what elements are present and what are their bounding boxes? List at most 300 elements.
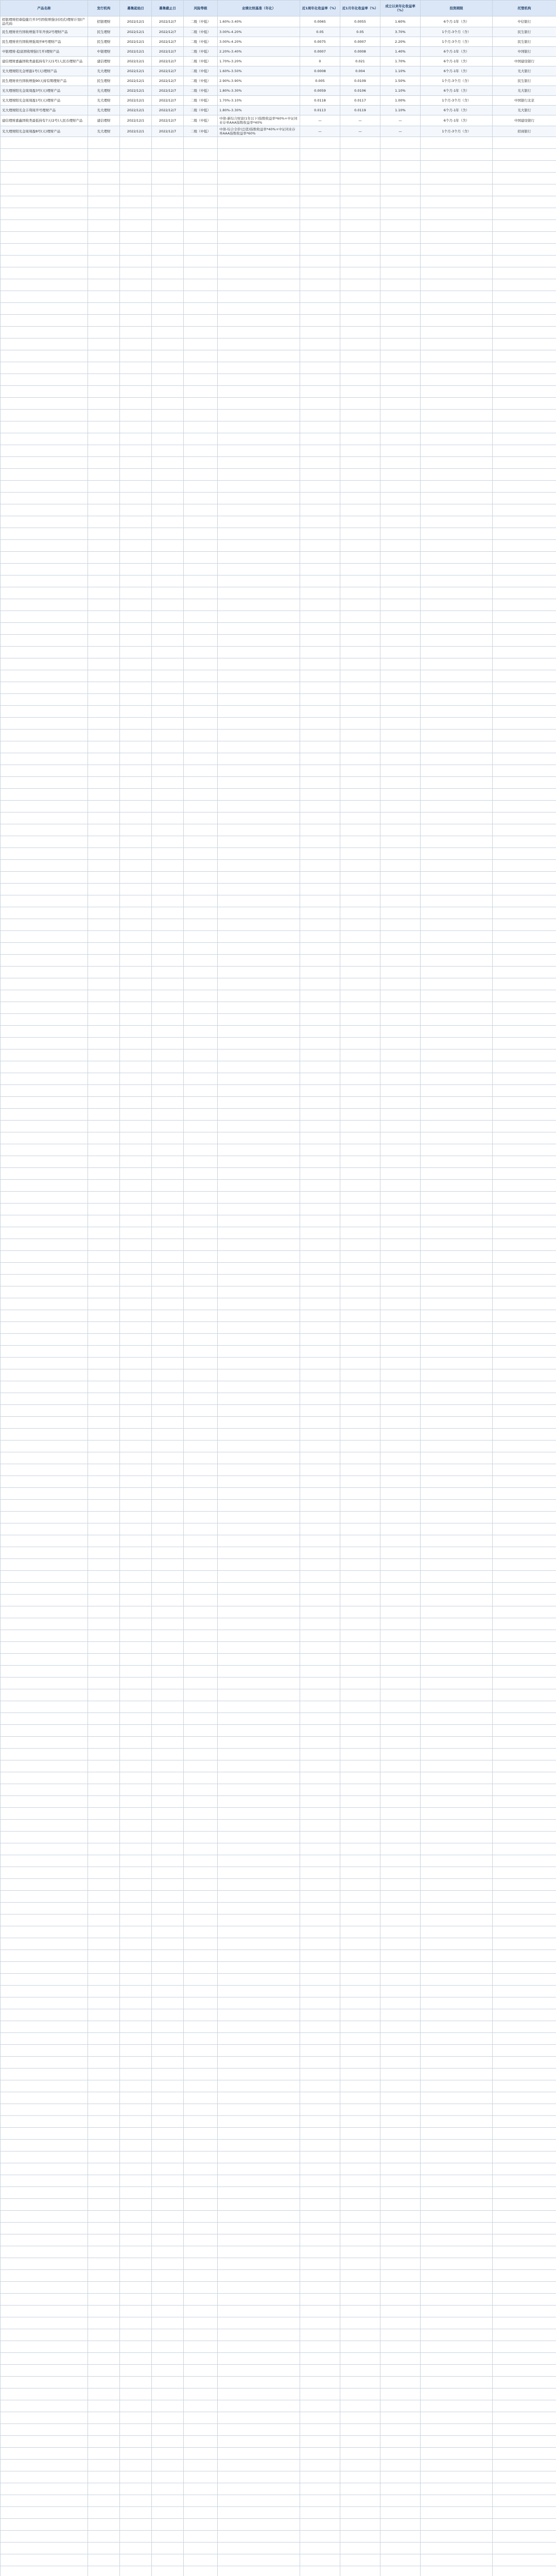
table-cell — [1, 1121, 88, 1132]
table-cell — [300, 2080, 340, 2092]
table-cell — [152, 267, 184, 279]
table-cell — [120, 1026, 152, 1038]
table-cell — [218, 2258, 300, 2270]
table-cell: 2022/12/1 — [120, 37, 152, 47]
table-cell — [493, 1310, 556, 1322]
table-cell — [120, 1547, 152, 1559]
table-cell: 1.60%-3.50% — [218, 66, 300, 76]
table-cell — [421, 1452, 493, 1464]
table-cell — [218, 2329, 300, 2341]
table-cell — [88, 1026, 120, 1038]
table-cell — [120, 1832, 152, 1843]
table-cell — [218, 232, 300, 244]
table-cell — [218, 469, 300, 481]
table-row — [1, 1618, 556, 1630]
table-cell: 2022/12/1 — [120, 106, 152, 115]
table-cell — [340, 457, 380, 469]
table-cell — [380, 2531, 421, 2543]
table-cell — [300, 457, 340, 469]
table-cell — [340, 1926, 380, 1938]
table-cell — [300, 1121, 340, 1132]
table-cell — [152, 1606, 184, 1618]
table-cell — [184, 291, 218, 303]
table-cell — [300, 978, 340, 990]
table-row — [1, 2377, 556, 2388]
table-cell — [493, 1796, 556, 1808]
table-cell — [493, 2021, 556, 2033]
table-row — [1, 2436, 556, 2448]
table-cell: 中信银行 — [493, 16, 556, 27]
table-row — [1, 2116, 556, 2128]
table-cell — [340, 1286, 380, 1298]
table-cell — [218, 848, 300, 860]
table-cell — [493, 1843, 556, 1855]
table-cell: 1.80%-3.30% — [218, 86, 300, 96]
table-cell — [184, 2092, 218, 2104]
table-cell — [218, 670, 300, 682]
table-cell — [218, 2554, 300, 2566]
table-cell — [340, 208, 380, 220]
table-cell — [184, 2009, 218, 2021]
table-cell — [120, 1867, 152, 1879]
table-cell — [421, 2080, 493, 2092]
table-cell — [120, 493, 152, 504]
table-cell — [421, 1618, 493, 1630]
table-cell — [340, 1997, 380, 2009]
table-cell — [421, 410, 493, 421]
table-cell — [152, 943, 184, 955]
table-cell — [380, 895, 421, 907]
table-cell — [184, 2116, 218, 2128]
table-row — [1, 1938, 556, 1950]
table-cell — [340, 1310, 380, 1322]
table-cell — [120, 1263, 152, 1275]
table-cell — [340, 587, 380, 599]
table-cell — [152, 1014, 184, 1026]
table-cell — [380, 777, 421, 789]
table-cell — [184, 338, 218, 350]
table-cell — [340, 1014, 380, 1026]
table-cell — [120, 658, 152, 670]
table-cell — [380, 1962, 421, 1974]
table-cell — [184, 1606, 218, 1618]
table-cell — [1, 1263, 88, 1275]
table-cell — [1, 1914, 88, 1926]
table-cell — [152, 872, 184, 884]
table-cell — [218, 1109, 300, 1121]
table-cell — [120, 1097, 152, 1109]
table-cell — [380, 848, 421, 860]
table-cell: 2022/12/1 — [120, 47, 152, 57]
table-cell — [218, 1488, 300, 1500]
table-cell — [184, 1275, 218, 1286]
table-cell — [184, 2270, 218, 2282]
table-cell — [1, 1500, 88, 1512]
table-cell — [120, 2448, 152, 2460]
table-cell — [421, 2306, 493, 2317]
table-cell — [1, 256, 88, 267]
table-cell — [120, 267, 152, 279]
table-cell — [300, 1014, 340, 1026]
table-cell — [493, 1132, 556, 1144]
table-cell — [120, 2211, 152, 2223]
table-cell — [340, 1737, 380, 1749]
table-cell — [300, 493, 340, 504]
table-cell — [340, 860, 380, 872]
table-cell — [493, 978, 556, 990]
table-cell — [218, 327, 300, 338]
table-cell — [152, 2365, 184, 2377]
table-cell — [340, 1559, 380, 1571]
table-cell — [218, 2128, 300, 2140]
table-cell — [493, 2080, 556, 2092]
table-cell — [88, 1903, 120, 1914]
table-cell — [493, 2543, 556, 2554]
table-cell — [421, 256, 493, 267]
table-row — [1, 2163, 556, 2175]
table-cell — [152, 1760, 184, 1772]
table-cell — [421, 2282, 493, 2294]
table-cell — [340, 765, 380, 777]
table-cell — [88, 1796, 120, 1808]
table-cell — [340, 599, 380, 611]
table-cell — [380, 564, 421, 575]
table-cell — [1, 232, 88, 244]
table-cell — [218, 1950, 300, 1962]
table-cell — [421, 2507, 493, 2519]
table-cell — [218, 1381, 300, 1393]
table-cell — [1, 2483, 88, 2495]
table-cell — [152, 2151, 184, 2163]
table-cell — [1, 623, 88, 635]
table-cell — [380, 978, 421, 990]
table-cell — [421, 777, 493, 789]
table-cell — [300, 943, 340, 955]
table-cell — [380, 2128, 421, 2140]
table-cell — [340, 2128, 380, 2140]
table-cell — [380, 1215, 421, 1227]
table-cell — [380, 1298, 421, 1310]
table-cell — [152, 2104, 184, 2116]
table-cell — [184, 1369, 218, 1381]
table-cell — [380, 481, 421, 493]
table-cell — [184, 421, 218, 433]
table-cell — [88, 1073, 120, 1085]
table-cell — [300, 2353, 340, 2365]
table-cell — [380, 1452, 421, 1464]
table-cell — [120, 599, 152, 611]
table-cell — [421, 2151, 493, 2163]
table-cell — [493, 2163, 556, 2175]
table-row — [1, 1855, 556, 1867]
table-cell — [88, 1132, 120, 1144]
table-cell — [300, 398, 340, 410]
table-cell — [218, 1476, 300, 1488]
table-row — [1, 1571, 556, 1583]
table-row — [1, 1689, 556, 1701]
table-cell — [184, 1263, 218, 1275]
table-cell — [380, 2294, 421, 2306]
table-cell — [340, 2033, 380, 2045]
table-cell — [152, 1369, 184, 1381]
table-cell — [184, 1855, 218, 1867]
table-cell — [152, 1417, 184, 1429]
table-cell — [380, 2341, 421, 2353]
table-cell — [88, 1085, 120, 1097]
table-cell — [380, 1595, 421, 1606]
table-cell — [421, 860, 493, 872]
table-cell — [120, 1618, 152, 1630]
table-cell — [120, 1701, 152, 1713]
table-cell — [380, 2329, 421, 2341]
table-cell — [1, 1286, 88, 1298]
table-cell — [421, 623, 493, 635]
table-cell — [218, 1275, 300, 1286]
table-cell — [380, 670, 421, 682]
table-cell: 中国银行北京 — [493, 96, 556, 106]
table-row — [1, 433, 556, 445]
table-cell — [1, 1926, 88, 1938]
table-cell — [493, 1950, 556, 1962]
table-cell — [421, 1867, 493, 1879]
table-cell — [184, 1595, 218, 1606]
table-cell — [300, 1820, 340, 1832]
table-cell — [184, 386, 218, 398]
table-row — [1, 670, 556, 682]
table-cell — [300, 2223, 340, 2234]
table-row — [1, 2211, 556, 2223]
table-cell — [493, 481, 556, 493]
table-cell — [340, 1986, 380, 1997]
table-row — [1, 1903, 556, 1914]
table-cell — [300, 1156, 340, 1168]
table-cell — [421, 528, 493, 540]
table-cell — [218, 2104, 300, 2116]
table-cell — [380, 872, 421, 884]
table-row — [1, 96, 556, 106]
table-cell — [380, 1132, 421, 1144]
table-cell — [1, 1796, 88, 1808]
table-cell — [88, 208, 120, 220]
table-cell — [380, 967, 421, 978]
table-row — [1, 1677, 556, 1689]
table-cell — [421, 647, 493, 658]
table-cell — [380, 2175, 421, 2187]
table-cell — [120, 2080, 152, 2092]
table-cell — [218, 2045, 300, 2057]
table-cell — [493, 256, 556, 267]
table-cell — [380, 1512, 421, 1523]
table-cell — [340, 931, 380, 943]
table-cell — [184, 789, 218, 801]
table-cell — [380, 410, 421, 421]
table-cell — [300, 635, 340, 647]
table-cell — [340, 2388, 380, 2400]
table-cell — [218, 2436, 300, 2448]
table-cell — [380, 682, 421, 694]
table-cell — [493, 267, 556, 279]
table-cell — [493, 1749, 556, 1760]
table-cell — [88, 706, 120, 718]
table-cell — [1, 943, 88, 955]
table-cell — [421, 2116, 493, 2128]
table-cell — [184, 741, 218, 753]
table-cell — [218, 587, 300, 599]
table-cell — [88, 1523, 120, 1535]
table-cell — [120, 350, 152, 362]
table-cell — [1, 493, 88, 504]
table-cell — [340, 2140, 380, 2151]
table-cell — [493, 1429, 556, 1440]
table-cell — [1, 718, 88, 730]
table-cell — [88, 1334, 120, 1346]
table-cell — [340, 350, 380, 362]
table-row — [1, 2080, 556, 2092]
table-cell — [120, 173, 152, 184]
table-row — [1, 2543, 556, 2554]
table-cell — [300, 1903, 340, 1914]
table-row — [1, 967, 556, 978]
table-cell — [300, 670, 340, 682]
table-cell — [421, 1014, 493, 1026]
table-cell — [340, 1832, 380, 1843]
table-cell — [300, 1606, 340, 1618]
table-cell — [421, 1061, 493, 1073]
table-cell — [152, 244, 184, 256]
table-cell — [421, 587, 493, 599]
table-cell — [1, 2519, 88, 2531]
table-cell — [421, 611, 493, 623]
table-cell — [218, 2543, 300, 2554]
table-cell — [120, 1429, 152, 1440]
table-cell — [300, 1737, 340, 1749]
table-cell — [88, 730, 120, 741]
table-row — [1, 2234, 556, 2246]
table-cell — [152, 1405, 184, 1417]
table-cell — [152, 1595, 184, 1606]
table-cell — [340, 1855, 380, 1867]
table-cell — [421, 1677, 493, 1689]
table-cell — [184, 2306, 218, 2317]
table-cell — [218, 730, 300, 741]
table-row — [1, 753, 556, 765]
table-cell — [152, 1903, 184, 1914]
table-cell — [1, 1334, 88, 1346]
table-cell — [340, 1393, 380, 1405]
table-row — [1, 1038, 556, 1049]
table-cell — [380, 1689, 421, 1701]
table-cell — [120, 1677, 152, 1689]
table-cell — [493, 2211, 556, 2223]
table-cell — [152, 1630, 184, 1642]
table-cell — [1, 2566, 88, 2576]
table-cell — [152, 2246, 184, 2258]
table-cell — [88, 303, 120, 315]
table-cell — [421, 291, 493, 303]
table-cell — [493, 1168, 556, 1180]
table-cell — [88, 2045, 120, 2057]
table-cell — [218, 2057, 300, 2069]
table-cell — [1, 1772, 88, 1784]
table-cell — [120, 1571, 152, 1583]
table-row — [1, 682, 556, 694]
table-cell — [152, 931, 184, 943]
table-cell — [493, 730, 556, 741]
table-cell — [380, 1760, 421, 1772]
table-cell — [88, 161, 120, 173]
table-row — [1, 1417, 556, 1429]
table-cell — [340, 2021, 380, 2033]
table-cell — [218, 1061, 300, 1073]
table-cell — [421, 208, 493, 220]
table-cell — [218, 493, 300, 504]
table-cell — [120, 1405, 152, 1417]
table-cell — [88, 2282, 120, 2294]
table-row — [1, 1476, 556, 1488]
table-cell — [300, 2282, 340, 2294]
table-cell — [340, 1180, 380, 1192]
table-cell — [120, 2128, 152, 2140]
table-cell — [380, 812, 421, 824]
table-cell — [380, 552, 421, 564]
table-cell — [340, 1974, 380, 1986]
table-cell — [493, 1381, 556, 1393]
table-cell — [421, 1938, 493, 1950]
table-cell — [120, 1061, 152, 1073]
table-cell — [380, 2104, 421, 2116]
table-cell — [120, 1132, 152, 1144]
table-row — [1, 1144, 556, 1156]
table-cell — [120, 469, 152, 481]
table-cell — [493, 1583, 556, 1595]
table-cell — [120, 2566, 152, 2576]
table-cell — [380, 860, 421, 872]
table-row — [1, 1358, 556, 1369]
table-cell — [152, 1121, 184, 1132]
table-cell — [1, 161, 88, 173]
table-cell — [120, 2246, 152, 2258]
table-cell — [340, 2353, 380, 2365]
table-cell — [88, 2353, 120, 2365]
table-cell — [1, 1144, 88, 1156]
table-cell — [300, 338, 340, 350]
table-cell — [184, 516, 218, 528]
table-cell — [88, 990, 120, 1002]
table-cell — [421, 1156, 493, 1168]
table-cell — [300, 647, 340, 658]
table-row — [1, 2175, 556, 2187]
table-cell — [340, 2424, 380, 2436]
table-cell — [152, 327, 184, 338]
table-row — [1, 741, 556, 753]
table-cell — [380, 1820, 421, 1832]
table-cell — [421, 469, 493, 481]
table-cell — [88, 1215, 120, 1227]
table-cell — [493, 2448, 556, 2460]
table-row — [1, 943, 556, 955]
table-cell — [340, 2436, 380, 2448]
table-cell — [152, 2306, 184, 2317]
table-cell — [184, 1132, 218, 1144]
table-cell — [1, 1215, 88, 1227]
table-row — [1, 350, 556, 362]
table-cell — [120, 718, 152, 730]
table-cell — [88, 220, 120, 232]
table-cell — [493, 1784, 556, 1796]
table-row — [1, 824, 556, 836]
table-cell — [184, 2412, 218, 2424]
table-cell — [380, 1749, 421, 1760]
